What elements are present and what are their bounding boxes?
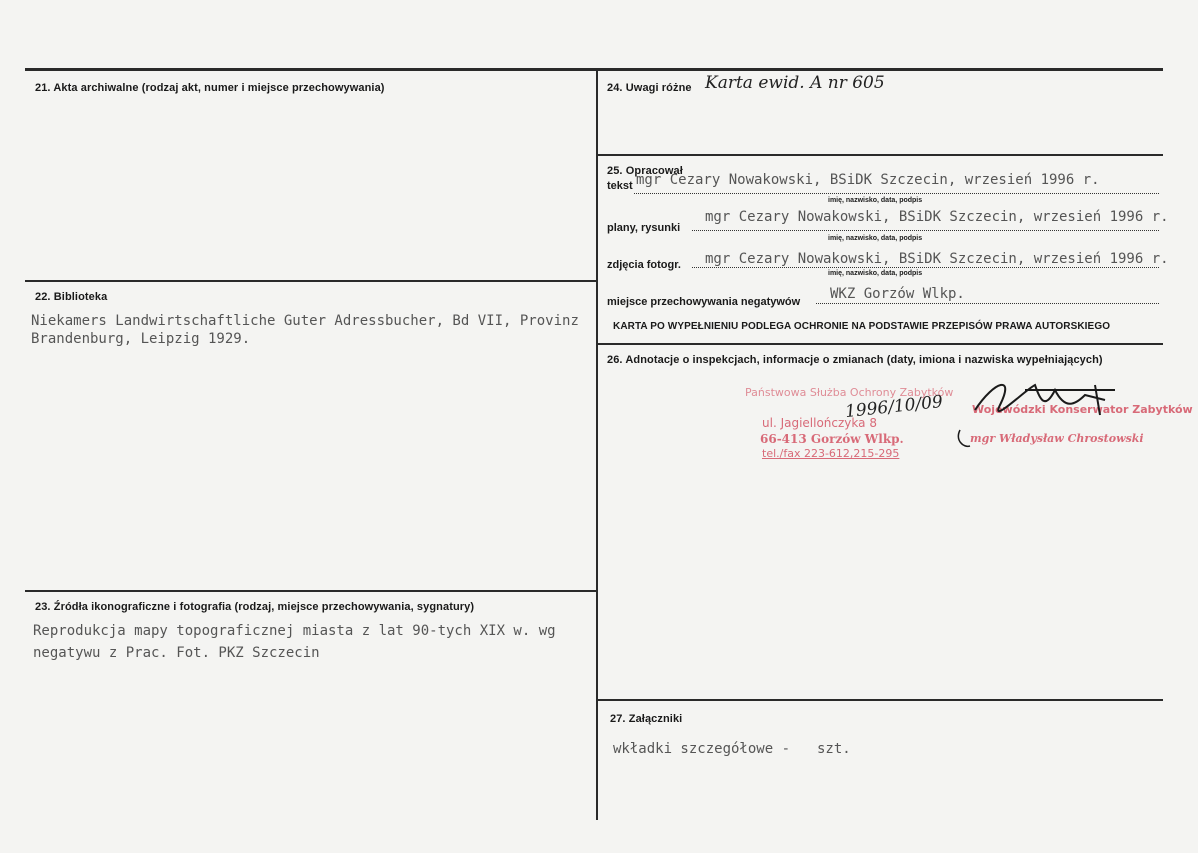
stamp-line-4: tel./fax 223-612,215-295 [762, 447, 900, 460]
section-27-title: 27. Załączniki [610, 713, 683, 725]
section-23-title: 23. Źródła ikonograficzne i fotografia (rodzaj, miejsce przechowywania, sygnatury) [35, 601, 475, 613]
rule-21-22 [25, 280, 597, 282]
section-24-handwritten-note: Karta ewid. A nr 605 [705, 73, 885, 93]
miejsce-value: WKZ Gorzów Wlkp. [830, 286, 965, 302]
top-rule [25, 68, 1163, 71]
rule-24-25 [597, 154, 1163, 156]
tekst-caption: imię, nazwisko, data, podpis [828, 197, 923, 204]
plany-dotted-line [692, 230, 1159, 231]
zdjecia-dotted-line [692, 267, 1159, 268]
rule-25-26 [597, 343, 1163, 345]
attachments-text: wkładki szczegółowe - [613, 741, 791, 757]
plany-label: plany, rysunki [607, 222, 681, 234]
tekst-label: tekst [607, 180, 633, 192]
miejsce-label: miejsce przechowywania negatywów [607, 296, 801, 308]
inspection-date-handwritten: 1996/10/09 [844, 391, 944, 423]
tekst-value: mgr Cezary Nowakowski, BSiDK Szczecin, wrzesień 1996 r. [636, 172, 1100, 188]
stamp-line-1: Państwowa Służba Ochrony Zabytków [745, 386, 954, 399]
section-21-title: 21. Akta archiwalne (rodzaj akt, numer i miejsce przechowywania) [35, 82, 385, 94]
stamp-line-3: 66-413 Gorzów Wlkp. [760, 432, 904, 446]
stamp-line-2: ul. Jagiellończyka 8 [762, 416, 877, 430]
zdjecia-value: mgr Cezary Nowakowski, BSiDK Szczecin, wrzesień 1996 r. [705, 251, 1169, 267]
section-22-title: 22. Biblioteka [35, 291, 108, 303]
tekst-dotted-line [634, 193, 1159, 194]
copyright-notice: KARTA PO WYPEŁNIENIU PODLEGA OCHRONIE NA PODSTAWIE PRZEPISÓW PRAWA AUTORSKIEGO [613, 321, 1111, 332]
plany-caption: imię, nazwisko, data, podpis [828, 235, 923, 242]
stamp2-line-2: mgr Władysław Chrostowski [970, 432, 1144, 445]
section-25-title: 25. Opracował [607, 165, 683, 177]
section-22-text-line2: Brandenburg, Leipzig 1929. [31, 331, 251, 347]
rule-22-23 [25, 590, 597, 592]
plany-value: mgr Cezary Nowakowski, BSiDK Szczecin, wrzesień 1996 r. [705, 209, 1169, 225]
section-23-text-line2: negatywu z Prac. Fot. PKZ Szczecin [33, 645, 320, 661]
zdjecia-label: zdjęcia fotogr. [607, 259, 681, 271]
center-divider [596, 68, 598, 820]
signature [955, 370, 1135, 450]
attachments-szt: szt. [817, 741, 851, 757]
zdjecia-caption: imię, nazwisko, data, podpis [828, 270, 923, 277]
stamp2-line-1: Wojewódzki Konserwator Zabytków [972, 403, 1193, 416]
rule-26-27 [597, 699, 1163, 701]
section-22-text-line1: Niekamers Landwirtschaftliche Guter Adressbucher, Bd VII, Provinz [31, 313, 579, 329]
section-26-title: 26. Adnotacje o inspekcjach, informacje o zmianach (daty, imiona i nazwiska wypełniających) [607, 354, 1103, 366]
section-24-title: 24. Uwagi różne [607, 82, 692, 94]
miejsce-dotted-line [816, 303, 1159, 304]
section-23-text-line1: Reprodukcja mapy topograficznej miasta z lat 90-tych XIX w. wg [33, 623, 556, 639]
